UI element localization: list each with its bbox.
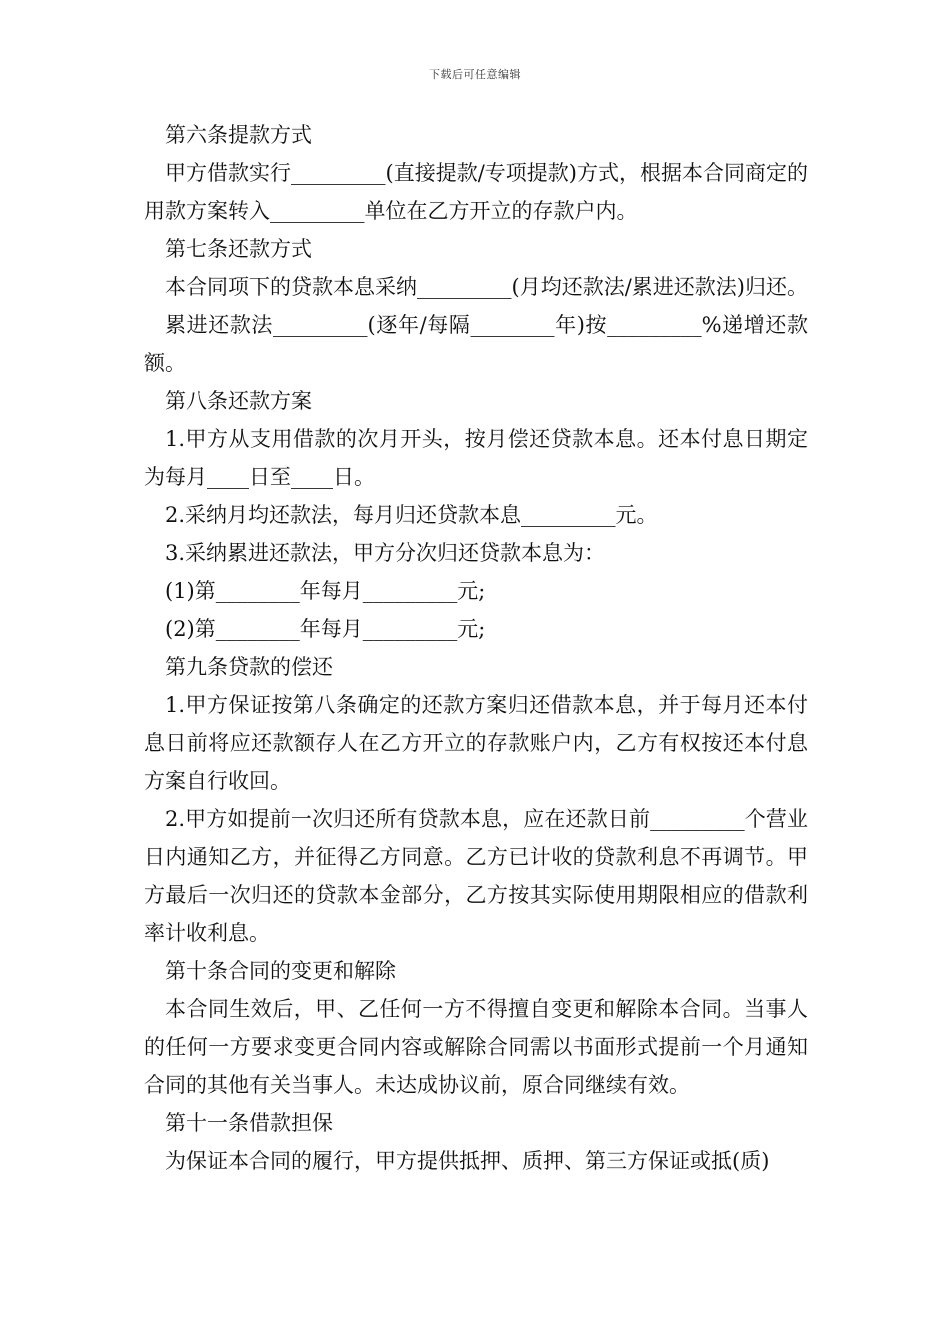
article-8-item-3-sub-1: (1)第________年每月_________元;	[165, 579, 486, 603]
article-9-item-1: 1.甲方保证按第八条确定的还款方案归还借款本息，并于每月还本付息日前将应还款额存人在乙方开立的存款账户内，乙方有权按还本付息方案自行收回。	[144, 693, 808, 793]
page-header-note: 下载后可任意编辑	[429, 68, 521, 81]
document-body	[144, 116, 808, 1180]
article-7-progressive-text: 累进还款法_________(逐年/每隔________年)按_________%递增还款额。	[144, 313, 808, 375]
article-6-text: 甲方借款实行_________(直接提款/专项提款)方式，根据本合同商定的用款方案转入_________单位在乙方开立的存款户内。	[144, 161, 808, 223]
article-8-title: 第八条还款方案	[165, 389, 312, 413]
article-11-text: 为保证本合同的履行，甲方提供抵押、质押、第三方保证或抵(质)	[165, 1149, 770, 1173]
article-11-title: 第十一条借款担保	[165, 1111, 333, 1135]
article-7-text: 本合同项下的贷款本息采纳_________(月均还款法/累进还款法)归还。	[165, 275, 808, 299]
article-9-title: 第九条贷款的偿还	[165, 655, 333, 679]
article-7-title: 第七条还款方式	[165, 237, 312, 261]
article-9-item-2: 2.甲方如提前一次归还所有贷款本息，应在还款日前_________个营业日内通知乙方，并征得乙方同意。乙方已计收的贷款利息不再调节。甲方最后一次归还的贷款本金部分，乙方按其实际使用期限相应的借款利率计收利息。	[144, 807, 808, 945]
article-8-item-3-sub-2: (2)第________年每月_________元;	[165, 617, 486, 641]
article-6-title: 第六条提款方式	[165, 123, 312, 147]
article-10-title: 第十条合同的变更和解除	[165, 959, 396, 983]
article-8-item-3: 3.采纳累进还款法，甲方分次归还贷款本息为：	[165, 541, 606, 565]
article-10-text: 本合同生效后，甲、乙任何一方不得擅自变更和解除本合同。当事人的任何一方要求变更合同内容或解除合同需以书面形式提前一个月通知合同的其他有关当事人。未达成协议前，原合同继续有效。	[144, 997, 808, 1097]
article-8-item-2: 2.采纳月均还款法，每月归还贷款本息_________元。	[165, 503, 658, 527]
article-8-item-1: 1.甲方从支用借款的次月开头，按月偿还贷款本息。还本付息日期定为每月____日至____日。	[144, 427, 808, 489]
